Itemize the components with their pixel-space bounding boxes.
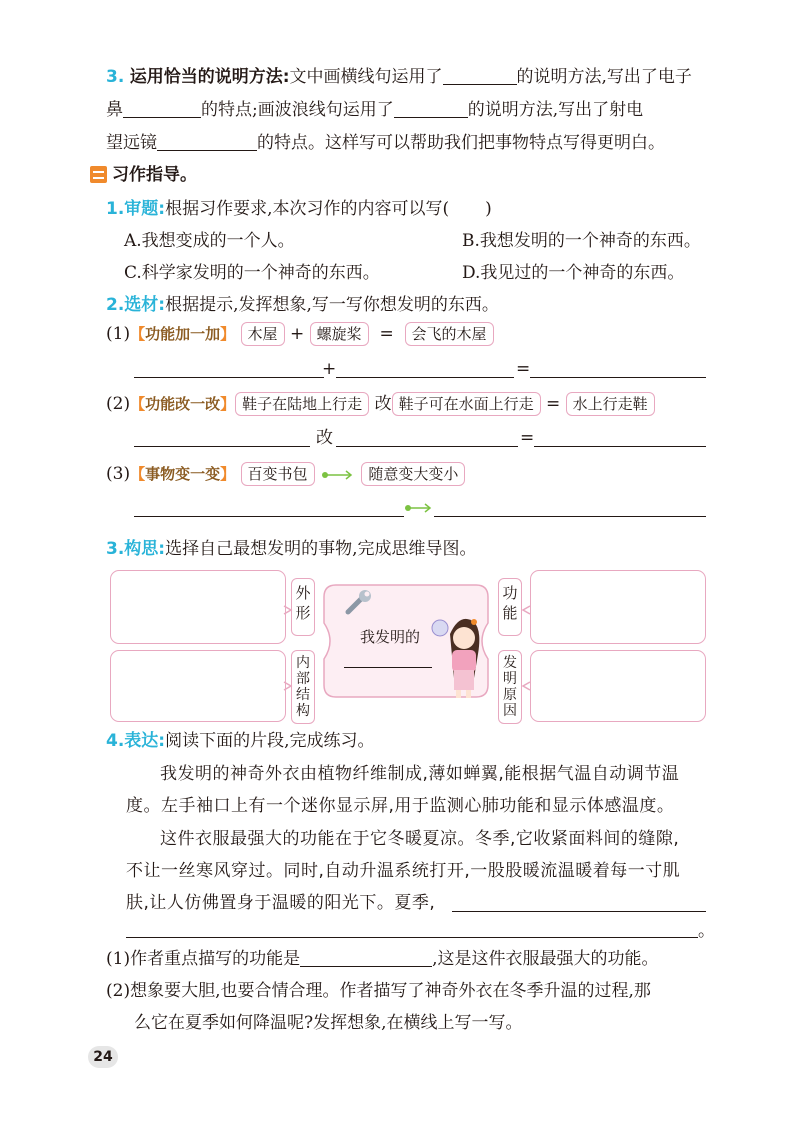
bracket-label: [130, 325, 235, 343]
bracket-label: [130, 465, 235, 483]
q4-text: 阅读下面的片段,完成练习。: [165, 731, 375, 751]
q4-number: 4.: [106, 731, 125, 751]
bracket-label-text: 功能加一加: [145, 325, 221, 343]
equals-sign: =: [516, 359, 531, 379]
plus-sign: +: [289, 324, 305, 344]
q3-top-text: 鼻: [106, 100, 123, 120]
example-box: 水上行走鞋: [566, 392, 655, 416]
q4-stem: [106, 730, 375, 752]
option-a[interactable]: A.我想变成的一个人。: [124, 231, 295, 251]
girl-illustration-icon: [430, 608, 488, 700]
answer-line[interactable]: [134, 516, 404, 517]
mindmap-answer-box[interactable]: [530, 570, 706, 644]
passage-line: 肤,让人仿佛置身于温暖的阳光下。夏季,: [126, 893, 436, 913]
equals-sign: =: [379, 324, 394, 344]
q2-part3-prompt: [106, 462, 465, 486]
answer-blank[interactable]: [394, 99, 468, 118]
mindmap-label-appearance: 外形: [291, 578, 315, 636]
q2-number: 2.: [106, 295, 125, 315]
example-box: 螺旋桨: [310, 322, 369, 346]
q3-top-text: 的说明方法,写出了电子: [516, 67, 692, 87]
q3-stem: [106, 538, 477, 560]
passage-line: 这件衣服最强大的功能在于它冬暖夏凉。冬季,它收紧面料间的缝隙,: [160, 829, 680, 849]
q4-sub1-text: ,这是这件衣服最强大的功能。: [432, 949, 659, 969]
part-index: (2): [106, 394, 131, 414]
answer-blank[interactable]: [443, 66, 517, 85]
q2-stem: [106, 294, 499, 316]
answer-blank[interactable]: [157, 132, 257, 151]
wrench-icon: [342, 588, 376, 618]
option-d[interactable]: D.我见过的一个神奇的东西。: [462, 263, 685, 283]
bracket-close: 】: [220, 465, 236, 483]
q3-top-text: 文中画横线句运用了: [289, 67, 443, 87]
q3-top-number: 3.: [106, 67, 125, 87]
q3-top-text: 的说明方法,写出了射电: [467, 100, 644, 120]
passage-line: 我发明的神奇外衣由植物纤维制成,薄如蝉翼,能根据气温自动调节温: [160, 764, 680, 784]
equals-sign: =: [545, 394, 561, 414]
bracket-open: 【: [130, 465, 146, 483]
example-box: 鞋子在陆地上行走: [235, 392, 369, 416]
answer-blank[interactable]: [123, 99, 201, 118]
q1-stem: [106, 198, 492, 220]
part-index: (1): [106, 324, 131, 344]
answer-line[interactable]: [336, 377, 514, 378]
page-number: 24: [88, 1046, 118, 1068]
q1-text: 根据习作要求,本次习作的内容可以写(: [165, 199, 450, 219]
q4-sub1: [106, 948, 659, 970]
bracket-label: [130, 395, 235, 413]
q2-text: 根据提示,发挥想象,写一写你想发明的东西。: [165, 295, 499, 315]
option-c[interactable]: C.科学家发明的一个神奇的东西。: [124, 263, 380, 283]
passage-line: 度。左手袖口上有一个迷你显示屏,用于监测心肺功能和显示体感温度。: [126, 796, 675, 816]
mindmap-answer-box[interactable]: [110, 650, 286, 722]
q3-top-line2: [106, 99, 643, 121]
q3-top-text: 的特点;画波浪线句运用了: [201, 100, 394, 120]
q3-tag: 构思:: [124, 539, 166, 559]
answer-line[interactable]: [534, 446, 706, 447]
answer-line[interactable]: [336, 446, 518, 447]
equals-sign: =: [520, 428, 535, 448]
q3-number: 3.: [106, 539, 125, 559]
example-box: 鞋子可在水面上行走: [392, 392, 541, 416]
answer-line[interactable]: [434, 516, 706, 517]
passage-period: 。: [698, 921, 715, 941]
answer-line[interactable]: [134, 446, 310, 447]
q1-number: 1.: [106, 199, 125, 219]
answer-line[interactable]: [134, 377, 324, 378]
example-box: 木屋: [241, 322, 285, 346]
answer-line[interactable]: [452, 911, 706, 912]
q3-top-text: 望远镜: [106, 133, 157, 153]
answer-blank[interactable]: [300, 948, 432, 967]
q1-paren-close: ): [485, 199, 492, 219]
example-box: 随意变大变小: [361, 462, 465, 486]
mindmap-answer-box[interactable]: [530, 650, 706, 722]
q2-tag: 选材:: [124, 295, 166, 315]
arrow-right-icon: [404, 502, 434, 514]
mindmap-center-blank[interactable]: [344, 667, 432, 668]
example-box: 会飞的木屋: [405, 322, 494, 346]
plus-sign: +: [322, 359, 337, 379]
q2-part2-prompt: [106, 392, 655, 416]
bracket-close: 】: [220, 395, 236, 413]
example-box: 百变书包: [241, 462, 315, 486]
q3-text: 选择自己最想发明的事物,完成思维导图。: [165, 539, 477, 559]
q1-tag: 审题:: [124, 199, 166, 219]
bracket-close: 】: [220, 325, 236, 343]
change-word: 改: [316, 428, 333, 448]
passage-line: 不让一丝寒风穿过。同时,自动升温系统打开,一股股暖流温暖着每一寸肌: [126, 861, 681, 881]
mindmap-label-structure: 内部结构: [291, 650, 315, 724]
section-title: 习作指导。: [112, 165, 197, 185]
part-index: (3): [106, 464, 131, 484]
q4-sub2-line1: (2)想象要大胆,也要合情合理。作者描写了神奇外衣在冬季升温的过程,那: [106, 981, 651, 1001]
q4-tag: 表达:: [124, 731, 166, 751]
mindmap-label-function: 功能: [498, 578, 522, 636]
answer-line[interactable]: [126, 937, 698, 938]
bracket-label-text: 事物变一变: [145, 465, 221, 483]
q3-top-line3: [106, 132, 665, 154]
q3-top-line1: [106, 66, 692, 88]
answer-line[interactable]: [530, 377, 706, 378]
section-two-icon: [90, 166, 107, 183]
q4-sub1-text: (1)作者重点描写的功能是: [106, 949, 301, 969]
bracket-open: 【: [130, 395, 146, 413]
mindmap-connectors: [282, 596, 294, 700]
mindmap-center-text: 我发明的: [360, 628, 421, 646]
q3-top-label: 运用恰当的说明方法:: [129, 67, 290, 87]
bracket-label-text: 功能改一改: [145, 395, 221, 413]
arrow-right-icon: [320, 469, 356, 481]
option-b[interactable]: B.我想发明的一个神奇的东西。: [462, 231, 701, 251]
bracket-open: 【: [130, 325, 146, 343]
mindmap-label-reason: 发明原因: [498, 650, 522, 724]
change-word: 改: [374, 394, 392, 414]
mindmap-connectors: [520, 596, 532, 700]
q3-top-text: 的特点。这样写可以帮助我们把事物特点写得更明白。: [257, 133, 665, 153]
q2-part1-prompt: [106, 322, 494, 346]
mindmap-answer-box[interactable]: [110, 570, 286, 644]
q4-sub2-line2: 么它在夏季如何降温呢?发挥想象,在横线上写一写。: [134, 1013, 523, 1033]
